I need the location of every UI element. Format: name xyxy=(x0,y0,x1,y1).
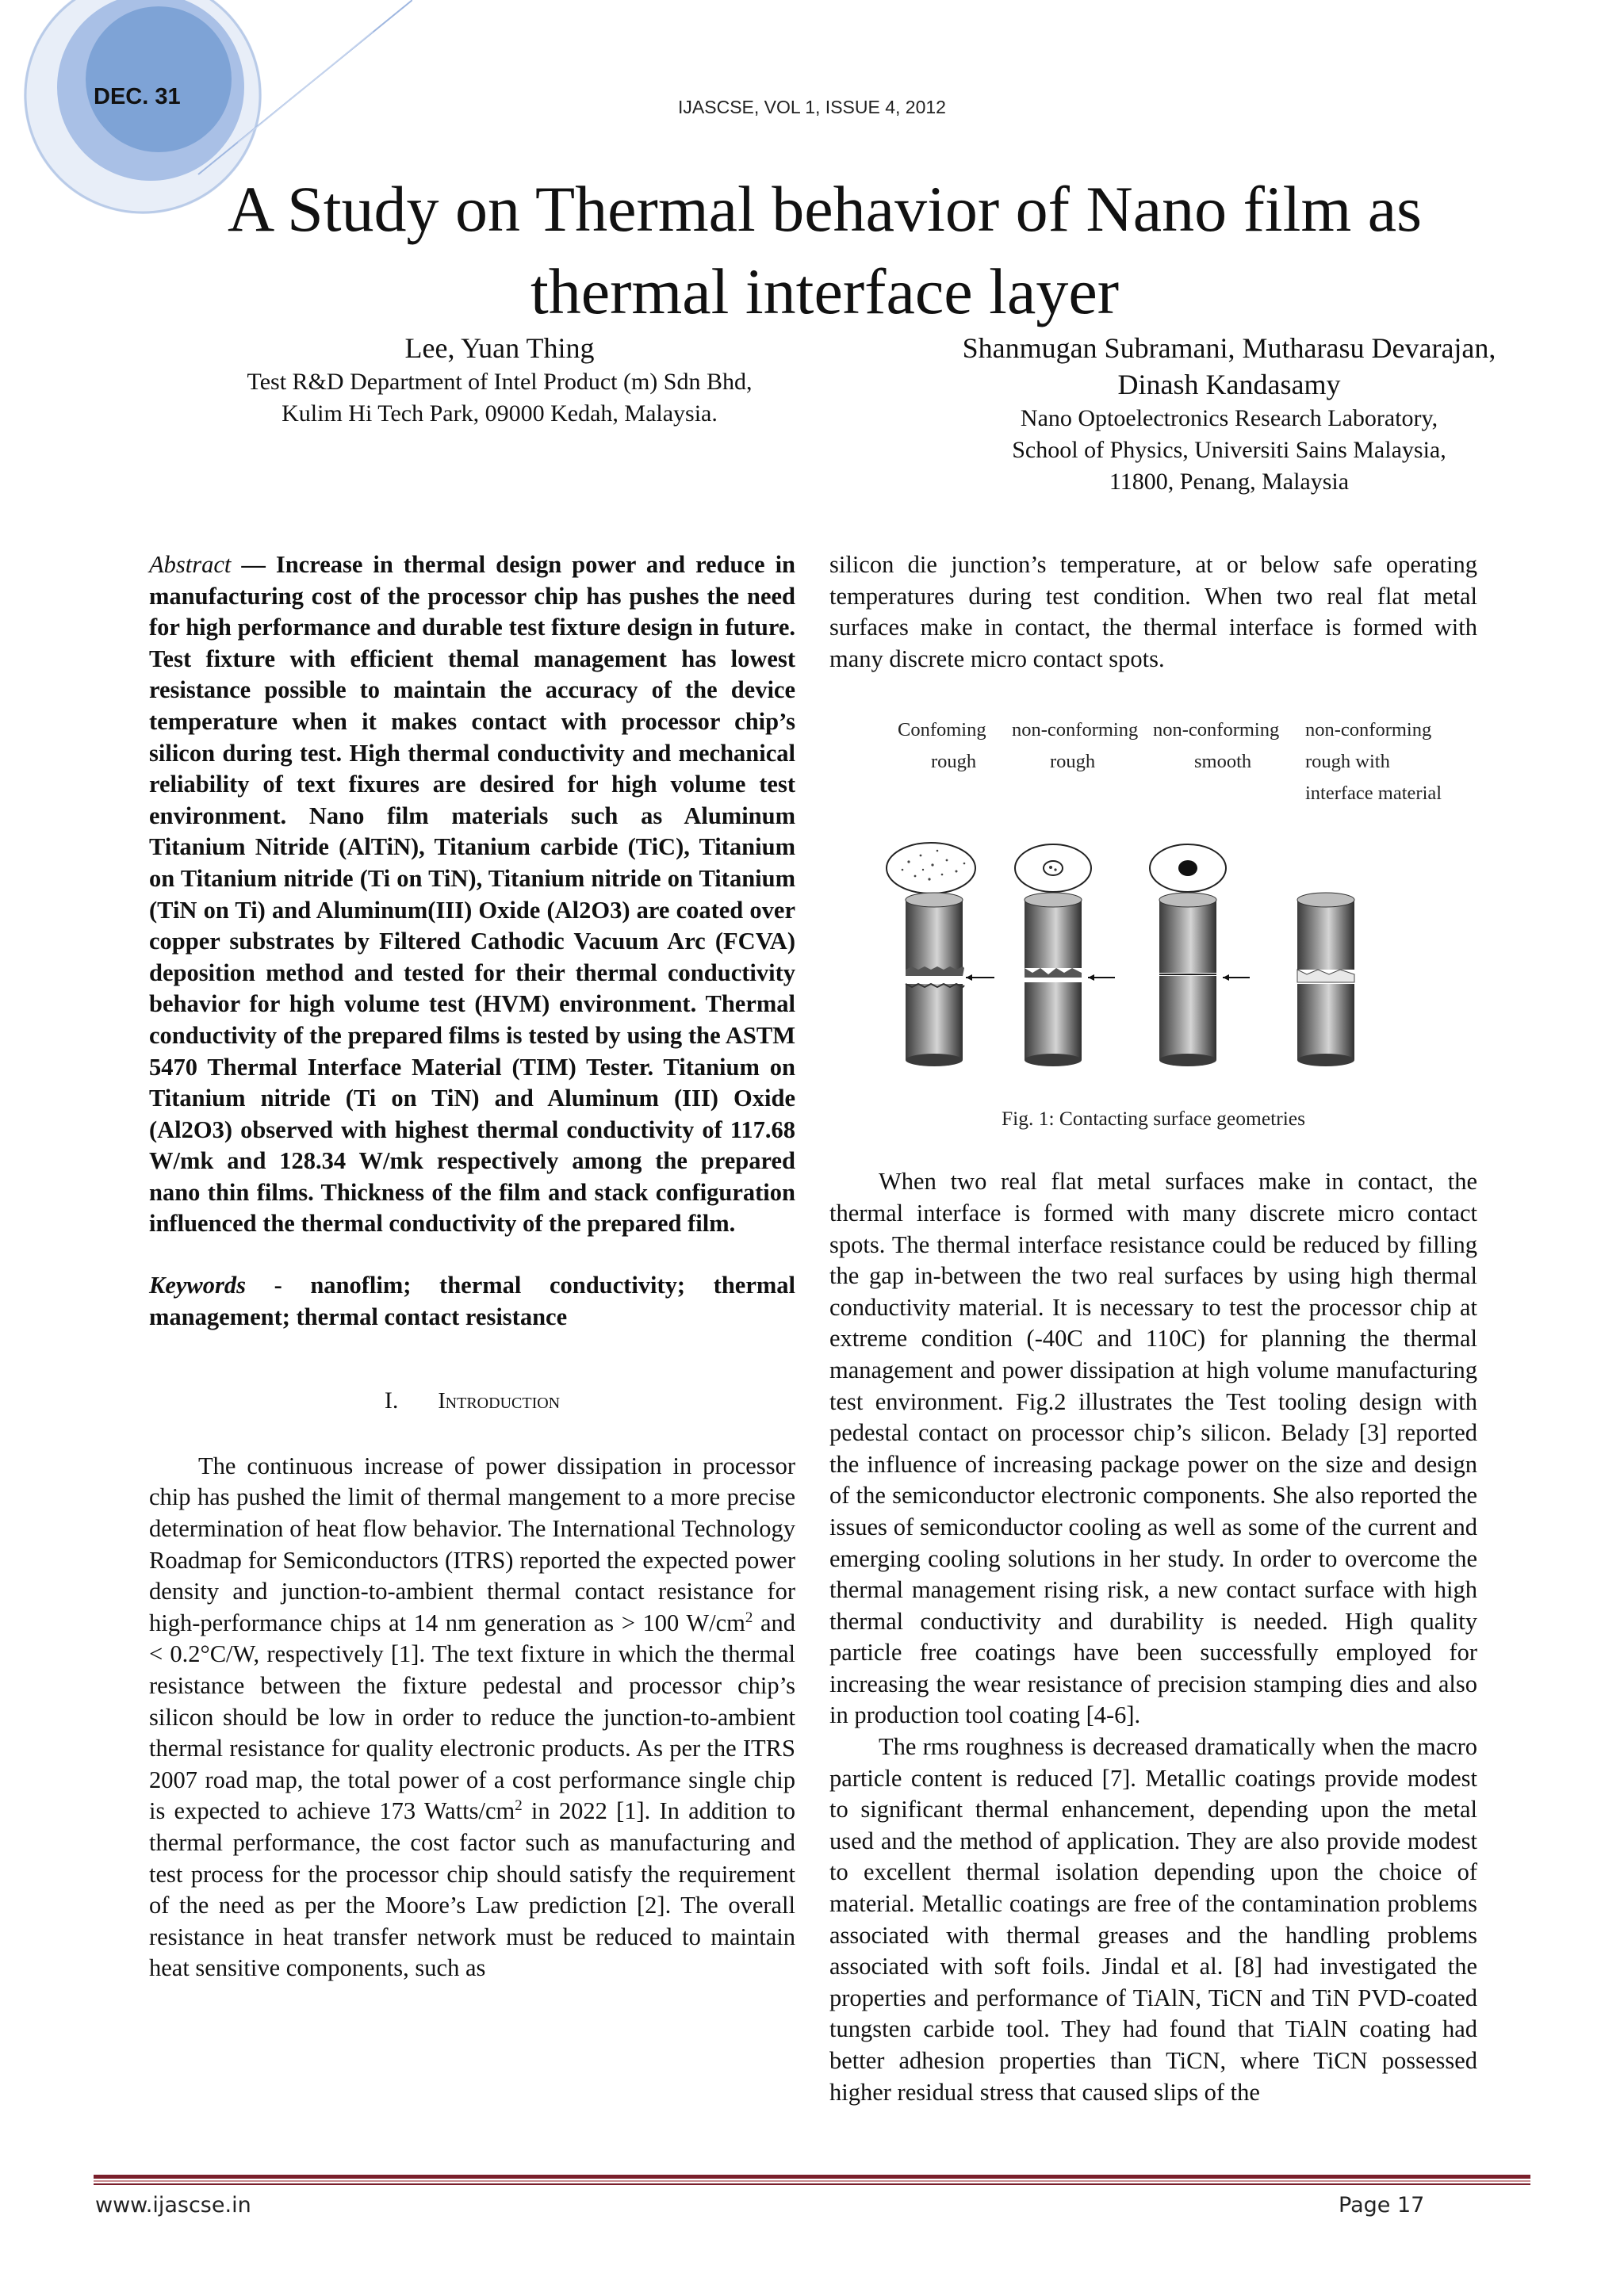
left-column xyxy=(149,549,795,1984)
cylinder-pair-4 xyxy=(1297,893,1354,1066)
intro-paragraph xyxy=(149,1451,795,1984)
cylinder-pair-2 xyxy=(1025,893,1082,1066)
superscript: 2 xyxy=(745,1609,753,1626)
author-names: Shanmugan Subramani, Mutharasu Devarajan, xyxy=(962,332,1496,364)
author-block-left xyxy=(159,330,841,430)
paragraph: silicon die junction’s temperature, at or below safe operating temperatures during test condition. When two real flat metal surfaces make in contact, the thermal interface is formed with many discrete micro contact spots. xyxy=(829,551,1477,672)
fig-label: non-conforming xyxy=(1153,719,1280,741)
intro-text: and < 0.2°C/W, respectively [1]. The text fixture in which the thermal resistance between the fixture pedestal and processor chip’s silicon should be low in order to reduce the junction-to-ambient thermal resistance for quality electronic products. As per the ITRS 2007 road map, the total power of a cost performance single chip is expected to achieve 173 Watts/cm xyxy=(149,1609,795,1825)
intro-text: in 2022 [1]. In addition to thermal performance, the cost factor such as manufacturing and test process for the processor chip should satisfy the requirement of the need as per the Moore’s Law prediction [2]. The overall resistance in heat transfer network must be reduced to maintain heat sensitive components, such as xyxy=(149,1797,795,1982)
abstract-text: Increase in thermal design power and reduce in manufacturing cost of the processor chip has pushes the need for high performance and durable test fixture design in future. Test fixture with efficient themal management has lowest resistance possible to maintain the accuracy of the device temperature when it makes contact with processor chip’s silicon during test. High thermal conductivity and mechanical reliability of text fixures are desired for high volume test environment. Nano film materials such as Aluminum Titanium Nitride (AlTiN), Titanium carbide (TiC), Titanium on Titanium nitride (Ti on TiN), Titanium nitride on Titanium (TiN on Ti) and Aluminum(III) Oxide (Al2O3) are coated over copper substrates by Filtered Cathodic Vacuum Arc (FCVA) deposition method and tested for their thermal conductivity behavior for high volume test (HVM) environment. Thermal conductivity of the prepared films is tested by using the ASTM 5470 Thermal Interface Material (TIM) Tester. Titanium on Titanium nitride (Ti on TiN) and Aluminum (III) Oxide (Al2O3) observed with highest thermal conductivity of 117.68 W/mk and 128.34 W/mk respectively among the prepared nano thin films. Thickness of the film and stack configuration influenced the thermal conductivity of the prepared film. xyxy=(149,551,796,1238)
cylinder-pair-1 xyxy=(906,893,964,1066)
section-title: Introduction xyxy=(438,1389,561,1414)
title-line-1: A Study on Thermal behavior of Nano film as xyxy=(227,173,1423,245)
author-name: Lee, Yuan Thing xyxy=(404,332,595,364)
footer-rule xyxy=(94,2175,1530,2186)
paper-title xyxy=(111,168,1538,333)
footer-url[interactable]: www.ijascse.in xyxy=(95,2193,251,2218)
right-column xyxy=(829,549,1477,2108)
figure-caption: Fig. 1: Contacting surface geometries xyxy=(1001,1107,1306,1131)
paragraph: When two real flat metal surfaces make in contact, the thermal interface is formed with many discrete micro contact spots. The thermal interface resistance could be reduced by filling the gap in-between the two real surfaces by using high thermal conductivity material. It is necessary to test the processor chip at extreme condition (-40C and 110C) for planning the thermal management and power dissipation at high volume manufacturing test environment. Fig.2 illustrates the Test tooling design with pedestal contact on processor chip’s silicon. Belady [3] reported the influence of increasing package power on the size and design of the semiconductor electronic components. She also reported the issues of semiconductor cooling as well as some of the current and emerging cooling solutions in her study. In order to overcome the thermal management rising risk, a new contact surface with high thermal conductivity and durability is needed. High quality particle free coatings have been successfully employed for increasing the wear resistance of precision stamping dies and also in production tool coating [4-6]. xyxy=(829,1168,1477,1729)
section-number: I. xyxy=(384,1387,399,1414)
intro-text: The continuous increase of power dissipation in processor chip has pushed the limit of thermal mangement to a more precise determination of heat flow behavior. The International Technology Roadmap for Semiconductors (ITRS) reported the expected power density and junction-to-ambient thermal contact resistance for high-performance chips at 14 nm generation as > 100 W/cm xyxy=(149,1452,795,1636)
contact-geometry-drawing xyxy=(829,714,1477,1095)
affiliation-line: School of Physics, Universiti Sains Malaysia, xyxy=(1012,437,1446,463)
fig-label: non-conforming xyxy=(1305,719,1432,741)
affiliation-line: Test R&D Department of Intel Product (m) Sdn Bhd, xyxy=(247,369,753,395)
journal-header: IJASCSE, VOL 1, ISSUE 4, 2012 xyxy=(678,97,946,117)
affiliation-line: Nano Optoelectronics Research Laboratory, xyxy=(1020,405,1438,431)
superscript: 2 xyxy=(515,1797,523,1815)
page-number: Page 17 xyxy=(1339,2193,1425,2218)
fig-label: rough with xyxy=(1305,751,1390,773)
section-heading xyxy=(149,1385,795,1418)
paragraph: The rms roughness is decreased dramatically when the macro particle content is reduced [7]. Metallic coatings provide modest to significant thermal enhancement, depending upon the metal used and the method of application. They are also provide modest to excellent thermal isolation depending upon the choice of material. Metallic coatings are free of the contamination problems associated with thermal greases and the handling problems associated with soft foils. Jindal et al. [8] had investigated the properties and performance of TiAlN, TiCN and TiN PVD-coated tungsten carbide tool. They had found that TiAlN coating had better adhesion properties than TiCN, where TiCN possessed higher residual stress that caused slips of the xyxy=(829,1733,1477,2106)
author-names: Dinash Kandasamy xyxy=(1117,369,1341,400)
abstract-label: Abstract xyxy=(149,551,232,578)
cylinder-pair-3 xyxy=(1159,893,1216,1066)
title-line-2: thermal interface layer xyxy=(530,255,1120,327)
keywords-label: Keywords xyxy=(149,1272,246,1299)
abstract xyxy=(149,549,795,1240)
figure-1 xyxy=(829,714,1477,1142)
affiliation-line: 11800, Penang, Malaysia xyxy=(1109,469,1350,495)
fig-label: interface material xyxy=(1305,783,1442,805)
fig-label: smooth xyxy=(1194,751,1252,773)
fig-label: Confoming xyxy=(898,719,986,741)
author-block-right xyxy=(872,330,1586,498)
issue-date: DEC. 31 xyxy=(94,84,181,109)
keywords xyxy=(149,1270,795,1333)
fig-label: rough xyxy=(931,751,977,773)
keywords-text: - nanoflim; thermal conductivity; thermal management; thermal contact resistance xyxy=(149,1272,795,1330)
fig-label: rough xyxy=(1050,751,1096,773)
affiliation-line: Kulim Hi Tech Park, 09000 Kedah, Malaysia. xyxy=(282,400,718,427)
abstract-dash: — xyxy=(231,551,276,578)
fig-label: non-conforming xyxy=(1012,719,1139,741)
